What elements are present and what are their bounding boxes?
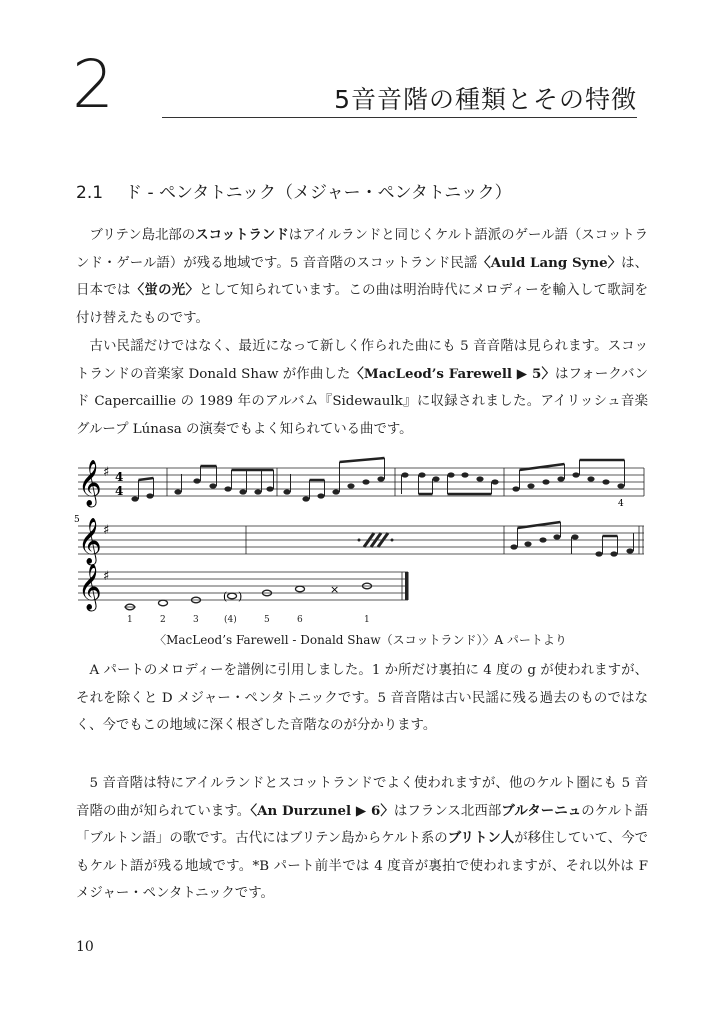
paragraph-3 [76,657,648,740]
notes-staff-2 [510,522,633,557]
treble-clef-icon: 𝄞 [78,564,102,610]
time-signature-lower: 4 [115,484,124,498]
treble-clef-icon: 𝄞 [78,460,102,506]
measure-number: 5 [74,515,80,525]
emphasis-text: 〈蛍の光〉 [130,282,200,298]
paragraph-text: 古い民謡だけではなく、最近になって新しく作られた曲にも 5 音音階は見られます。スコットランドの音楽家 Donald Shaw が作曲した [76,339,648,382]
paragraph-4 [76,770,648,908]
paragraph-text: が移住していて、今でもケルト語が残る地域です。*B パート前半では 4 度音が裏拍で使われますが、それ以外は F メジャー・ペンタトニックです。 [76,831,649,901]
paragraph-text: はフランス北西部 [393,803,502,819]
paragraph-1 [76,222,648,332]
degree-label: 6 [297,615,303,625]
chapter-rule [162,117,637,118]
key-signature-sharp: ♯ [103,569,110,584]
degree-label: (4) [224,615,237,625]
music-score [72,450,652,628]
page-number: 10 [76,939,94,955]
paragraph-text: のケルト語「ブルトン語」の歌です。古代にはブリテン島からケルト系の [76,803,648,846]
staff-1 [78,468,644,496]
degree-label: 3 [193,615,199,625]
cross-note-icon: × [330,583,340,596]
degree-label: 2 [160,615,166,625]
key-signature-sharp: ♯ [103,523,110,538]
staff-2 [78,526,644,554]
fingering-number: 4 [618,499,624,509]
chapter-number: 2 [72,46,114,123]
final-barline [405,572,409,600]
degree-label: 1 [364,615,370,625]
staff-3 [78,572,408,600]
chapter-title: 5音音階の種類とその特徴 [334,85,637,114]
degree-label: 5 [264,615,270,625]
parenthesis-right: ) [238,590,243,603]
treble-clef-icon: 𝄞 [78,518,102,564]
key-signature-sharp: ♯ [103,465,110,480]
emphasis-text: 〈An Durzunel ▶ 6〉 [250,802,394,819]
degree-label: 1 [127,615,133,625]
time-signature: 4 [115,470,124,484]
paragraph-text: は、日本では [76,255,648,298]
emphasis-text: 〈MacLeod’s Farewell ▶ 5〉 [350,365,555,382]
emphasis-text: ブリトン人 [447,830,515,846]
emphasis-text: スコットランド [195,227,289,243]
paragraph-text: ブリテン島北部の [89,228,196,243]
section-title: ド - ペンタトニック（メジャー・ペンタトニック） [125,183,512,203]
notes-staff-1 [131,458,624,502]
emphasis-text: ブルターニュ [501,802,582,819]
paragraph-text: として知られています。この曲は明治時代にメロディーを輸入して歌詞を付け替えたものです。 [76,283,649,326]
paragraph-text: はアイルランドと同じくケルト語派のゲール語（スコットランド・ゲール語）が残る地域です。5 音音階のスコットランド民謡 [76,228,649,271]
paragraph-text: A パートのメロディーを譜例に引用しました。1 か所だけ裏拍に 4 度の g が使われますが、それを除くと D メジャー・ペンタトニックです。5 音音階は古い民謡に残る過去のものではなく、今でもこの地域に深く根ざした音階なのが分かります。 [76,663,648,733]
section-number: 2.1 [76,183,104,203]
paragraph-2 [76,333,648,443]
paragraph-text: 5 音音階は特にアイルランドとスコットランドでよく使われますが、他のケルト圏にも 5 音音階の曲が知られています。 [76,776,648,819]
score-caption: 〈MacLeod’s Farewell - Donald Shaw（スコットランド）〉A パートより [154,633,567,647]
section-heading [76,178,512,203]
paragraph-text: はフォークバンド Capercaillie の 1989 年のアルバム『Sidewaulk』に収録されました。アイリッシュ音楽グループ Lúnasa の演奏でもよく知られている曲です。 [76,366,648,437]
emphasis-text: 〈Auld Lang Syne〉 [477,254,622,271]
parenthesis-left: ( [223,590,228,603]
